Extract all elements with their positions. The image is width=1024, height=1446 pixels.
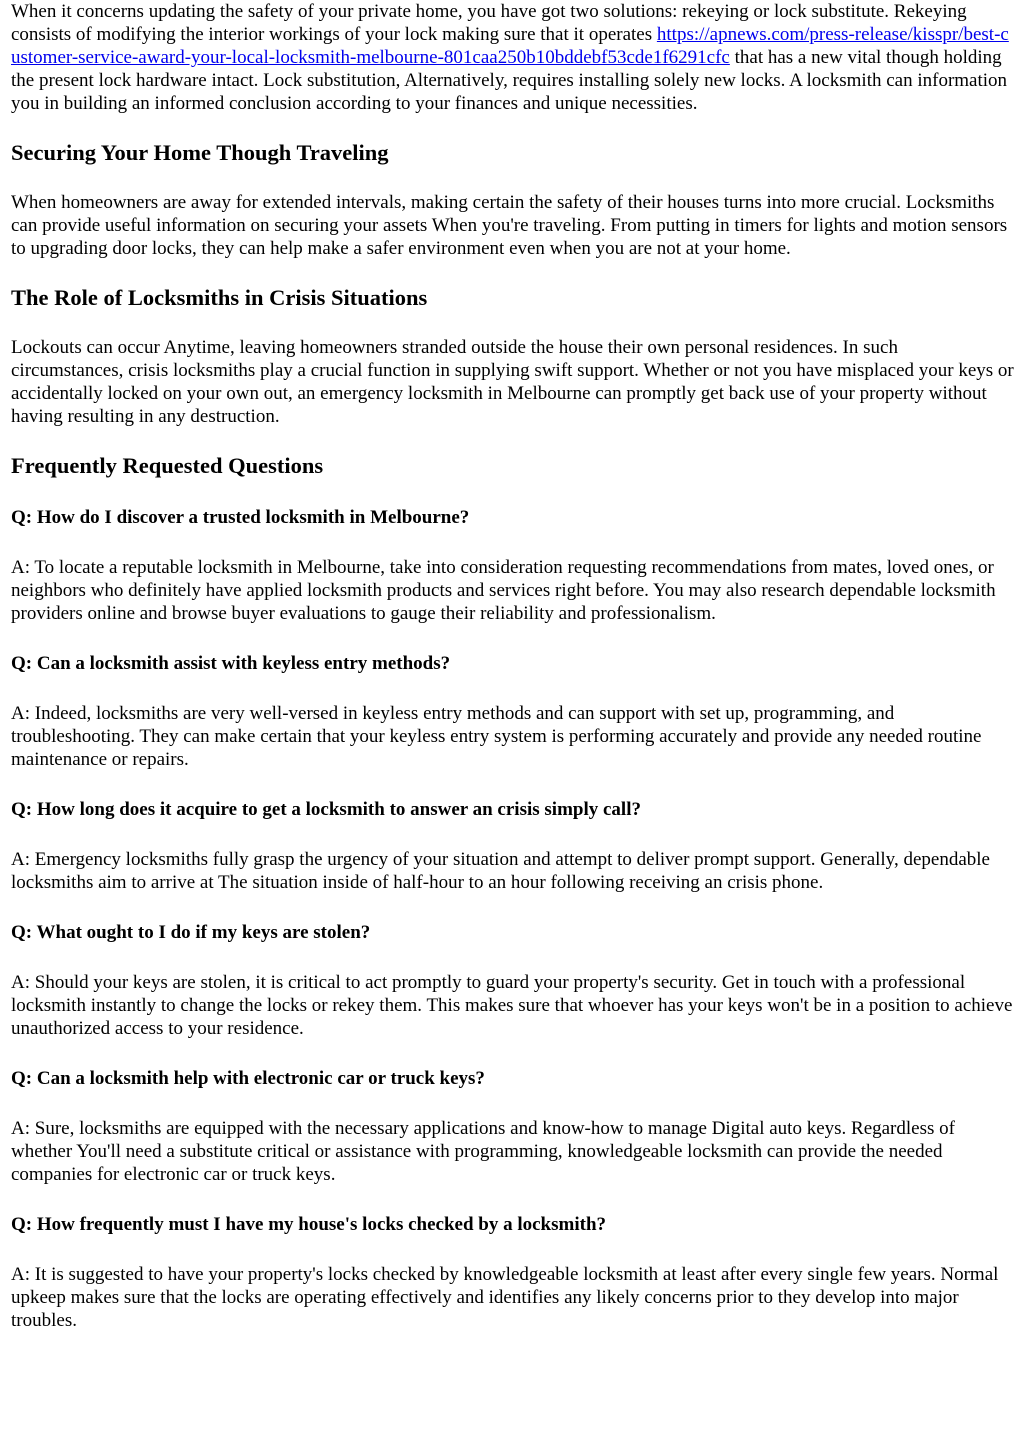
faq-answer: A: It is suggested to have your property's locks checked by knowledgeable locksmith at least after every single few years. Normal upkeep makes sure that the locks are operating effectively and identifies any likely concerns prior to they develop into major troubles. [11, 1264, 999, 1331]
faq-answer: A: Sure, locksmiths are equipped with the necessary applications and know-how to manage Digital auto keys. Regardless of whether You'll need a substitute critical or assistance with programming, knowledgeable locksmith can provide the needed companies for electronic car or truck keys. [11, 1118, 955, 1185]
faq-answer: A: Indeed, locksmiths are very well-versed in keyless entry methods and can support with set up, programming, and troubleshooting. They can make certain that your keyless entry system is performing accurately and provide any needed routine maintenance or repairs. [11, 703, 982, 770]
faq-question: Q: Can a locksmith help with electronic car or truck keys? [11, 1068, 485, 1089]
section-heading-traveling: Securing Your Home Though Traveling [11, 140, 389, 165]
faq-heading: Frequently Requested Questions [11, 453, 324, 478]
faq-question: Q: What ought to I do if my keys are stolen? [11, 922, 371, 943]
intro-paragraph [11, 0, 1015, 115]
faq-question: Q: Can a locksmith assist with keyless entry methods? [11, 653, 451, 674]
intro-text-before-link: When it concerns updating the safety of your private home, you have got two solutions: rekeying or lock substitute. Rekeying consists of modifying the interior workings of your lock making sure that it operates [11, 1, 967, 45]
section-body-traveling: When homeowners are away for extended intervals, making certain the safety of their houses turns into more crucial. Locksmiths can provide useful information on securing your assets When you're traveling. From putting in timers for lights and motion sensors to upgrading door locks, they can help make a safer environment even when you are not at your home. [11, 192, 1008, 259]
section-body-crisis: Lockouts can occur Anytime, leaving homeowners stranded outside the house their own personal residences. In such circumstances, crisis locksmiths play a crucial function in supplying swift support. Whether or not you have misplaced your keys or accidentally locked on your own out, an emergency locksmith in Melbourne can promptly get back use of your property without having resulting in any destruction. [11, 337, 1014, 427]
faq-answer: A: Should your keys are stolen, it is critical to act promptly to guard your property's security. Get in touch with a professional locksmith instantly to change the locks or rekey them. This makes sure that whoever has your keys won't be in a position to achieve unauthorized access to your residence. [11, 972, 1013, 1039]
faq-answer: A: Emergency locksmiths fully grasp the urgency of your situation and attempt to deliver prompt support. Generally, dependable locksmiths aim to arrive at The situation inside of half-hour to an hour following receiving an crisis phone. [11, 849, 990, 893]
faq-question: Q: How frequently must I have my house's locks checked by a locksmith? [11, 1214, 607, 1235]
faq-answer: A: To locate a reputable locksmith in Melbourne, take into consideration requesting recommendations from mates, loved ones, or neighbors who definitely have applied locksmith products and services right before. You may also research dependable locksmith providers online and browse buyer evaluations to gauge their reliability and professionalism. [11, 557, 996, 624]
faq-question: Q: How long does it acquire to get a locksmith to answer an crisis simply call? [11, 799, 641, 820]
intro-text-after-link: that has a new vital though holding the present lock hardware intact. Lock substitution, Alternatively, requires installing solely new locks. A locksmith can information you in building an informed conclusion according to your finances and unique necessities. [11, 47, 1008, 114]
press-release-link[interactable]: https://apnews.com/press-release/kisspr/best-customer-service-award-your-local-locksmith-melbourne-801caa250b10bddebf53cde1f6291cfc [11, 24, 1009, 68]
document-page [11, 0, 1015, 1332]
section-heading-crisis: The Role of Locksmiths in Crisis Situations [11, 285, 428, 310]
faq-question: Q: How do I discover a trusted locksmith in Melbourne? [11, 507, 470, 528]
